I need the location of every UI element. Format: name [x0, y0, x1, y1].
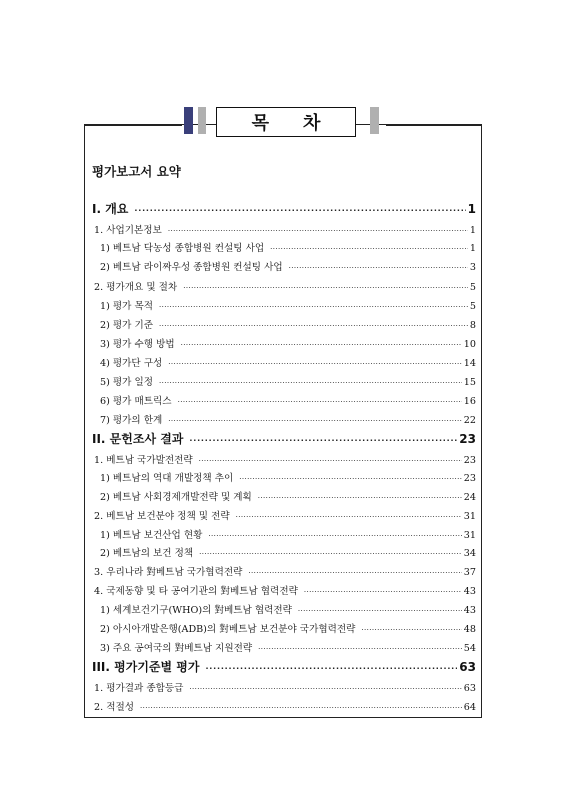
- toc-page-number: 63: [459, 660, 476, 674]
- toc-entry[interactable]: [92, 545, 476, 559]
- toc-leader-dots: [181, 341, 462, 349]
- toc-entry[interactable]: [92, 602, 476, 616]
- toc-leader-dots: [189, 436, 457, 445]
- toc-entry-label: 3. 우리나라 對베트남 국가협력전략: [94, 567, 243, 578]
- toc-entry-label: III. 평가기준별 평가: [92, 660, 200, 674]
- toc-entry[interactable]: [92, 527, 476, 541]
- toc-page-number: 14: [463, 358, 476, 369]
- header-rule-left: [84, 124, 182, 126]
- toc-entry[interactable]: [92, 279, 476, 293]
- toc-leader-dots: [159, 379, 462, 387]
- accent-bar-left: [184, 107, 193, 134]
- toc-entry[interactable]: [92, 508, 476, 522]
- toc-page-number: 31: [463, 530, 476, 541]
- toc-page-number: 8: [469, 320, 476, 331]
- toc-page-number: 5: [469, 282, 476, 293]
- page-title: [216, 107, 356, 137]
- toc-entry[interactable]: [92, 470, 476, 484]
- toc-page-number: 23: [463, 473, 476, 484]
- toc-page-number: 63: [463, 683, 476, 694]
- toc-leader-dots: [159, 322, 468, 330]
- toc-leader-dots: [134, 206, 465, 215]
- toc-page-number: 1: [467, 202, 476, 216]
- toc-entry[interactable]: [92, 699, 476, 713]
- toc-leader-dots: [208, 532, 461, 540]
- toc-entry[interactable]: [92, 393, 476, 407]
- toc-leader-dots: [168, 417, 461, 425]
- toc-leader-dots: [189, 685, 461, 693]
- toc-entry-label: 2) 아시아개발은행(ADB)의 對베트남 보건분야 국가협력전략: [100, 624, 356, 635]
- toc-page-number: 54: [463, 643, 476, 654]
- toc-page-number: 43: [463, 605, 476, 616]
- toc-page-number: 23: [463, 455, 476, 466]
- toc-chapter[interactable]: [92, 658, 476, 675]
- toc-chapter[interactable]: [92, 430, 476, 447]
- toc-entry-label: 4. 국제동향 및 타 공여기관의 對베트남 협력전략: [94, 586, 298, 597]
- toc-entry-label: 2. 베트남 보건분야 정책 및 전략: [94, 511, 230, 522]
- toc-leader-dots: [178, 398, 462, 406]
- toc-entry[interactable]: [92, 583, 476, 597]
- summary-heading[interactable]: 평가보고서 요약: [92, 164, 181, 179]
- page-title-char-1: 목: [251, 113, 303, 134]
- toc-entry[interactable]: [92, 298, 476, 312]
- toc-entry-label: 1. 사업기본정보: [94, 225, 162, 236]
- toc-entry-label: 2) 베트남 라이짜우성 종합병원 컨설팅 사업: [100, 262, 283, 273]
- toc-page-number: 22: [463, 415, 476, 426]
- toc-entry-label: 5) 평가 일정: [100, 377, 154, 388]
- toc-entry-label: 1) 평가 목적: [100, 301, 154, 312]
- toc-entry[interactable]: [92, 355, 476, 369]
- toc-entry-label: 2. 적절성: [94, 702, 135, 713]
- toc-entry[interactable]: [92, 452, 476, 466]
- toc-leader-dots: [168, 360, 461, 368]
- toc-page-number: 1: [469, 243, 476, 254]
- toc-leader-dots: [239, 475, 462, 483]
- toc-page-number: 24: [463, 492, 476, 503]
- toc-entry[interactable]: [92, 222, 476, 236]
- header-rule-right: [386, 124, 482, 126]
- toc-entry[interactable]: [92, 412, 476, 426]
- toc-leader-dots: [199, 550, 462, 558]
- toc-leader-dots: [205, 664, 457, 673]
- toc-entry-label: 2. 평가개요 및 절차: [94, 282, 178, 293]
- toc-page-number: 5: [469, 301, 476, 312]
- toc-leader-dots: [248, 569, 461, 577]
- toc-entry-label: 7) 평가의 한계: [100, 415, 163, 426]
- toc-entry-label: 1) 세계보건기구(WHO)의 對베트남 협력전략: [100, 605, 292, 616]
- toc-page-number: 37: [463, 567, 476, 578]
- gray-bar-left: [198, 107, 206, 134]
- toc-entry[interactable]: [92, 489, 476, 503]
- toc-entry[interactable]: [92, 374, 476, 388]
- toc-entry-label: 1) 베트남의 역대 개발정책 추이: [100, 473, 234, 484]
- toc-entry-label: 1) 베트남 보건산업 현황: [100, 530, 203, 541]
- toc-page-number: 16: [463, 396, 476, 407]
- page-title-char-2: 차: [303, 113, 355, 134]
- toc-page-number: 23: [459, 432, 476, 446]
- toc-entry[interactable]: [92, 317, 476, 331]
- toc-entry[interactable]: [92, 336, 476, 350]
- toc-page-number: 43: [463, 586, 476, 597]
- toc-entry[interactable]: [92, 259, 476, 273]
- toc-entry-label: 2) 베트남 사회경제개발전략 및 계획: [100, 492, 252, 503]
- toc-entry[interactable]: [92, 640, 476, 654]
- toc-leader-dots: [289, 264, 468, 272]
- toc-entry-label: 1. 평가결과 종합등급: [94, 683, 184, 694]
- toc-entry-label: 4) 평가단 구성: [100, 358, 163, 369]
- toc-page-number: 34: [463, 548, 476, 559]
- toc-leader-dots: [258, 494, 462, 502]
- toc-entry[interactable]: [92, 564, 476, 578]
- toc-page-number: 31: [463, 511, 476, 522]
- toc-leader-dots: [168, 227, 468, 235]
- toc-leader-dots: [159, 303, 468, 311]
- toc-page-number: 3: [469, 262, 476, 273]
- toc-entry-label: 2) 베트남의 보건 정책: [100, 548, 194, 559]
- toc-entry-label: 3) 평가 수행 방법: [100, 339, 175, 350]
- toc-leader-dots: [270, 245, 468, 253]
- toc-page-number: 15: [463, 377, 476, 388]
- toc-leader-dots: [258, 645, 462, 653]
- toc-entry-label: II. 문헌조사 결과: [92, 432, 184, 446]
- toc-page-number: 10: [463, 339, 476, 350]
- toc-entry[interactable]: [92, 240, 476, 254]
- toc-leader-dots: [361, 626, 461, 634]
- toc-leader-dots: [140, 704, 462, 712]
- toc-entry[interactable]: [92, 680, 476, 694]
- toc-entry-label: 2) 평가 기준: [100, 320, 154, 331]
- toc-leader-dots: [298, 607, 462, 615]
- toc-leader-dots: [183, 284, 468, 292]
- toc-chapter[interactable]: [92, 200, 476, 217]
- toc-leader-dots: [236, 513, 462, 521]
- toc-leader-dots: [199, 457, 462, 465]
- toc-entry-label: 1) 베트남 닥농성 종합병원 컨설팅 사업: [100, 243, 265, 254]
- toc-entry-label: 6) 평가 매트릭스: [100, 396, 172, 407]
- toc-entry[interactable]: [92, 621, 476, 635]
- toc-entry-label: 3) 주요 공여국의 對베트남 지원전략: [100, 643, 253, 654]
- toc-page-number: 1: [469, 225, 476, 236]
- toc-page-number: 64: [463, 702, 476, 713]
- toc-leader-dots: [304, 588, 462, 596]
- toc-entry-label: 1. 베트남 국가발전전략: [94, 455, 193, 466]
- gray-bar-right: [370, 107, 379, 134]
- toc-entry-label: I. 개요: [92, 202, 129, 216]
- toc-page-number: 48: [463, 624, 476, 635]
